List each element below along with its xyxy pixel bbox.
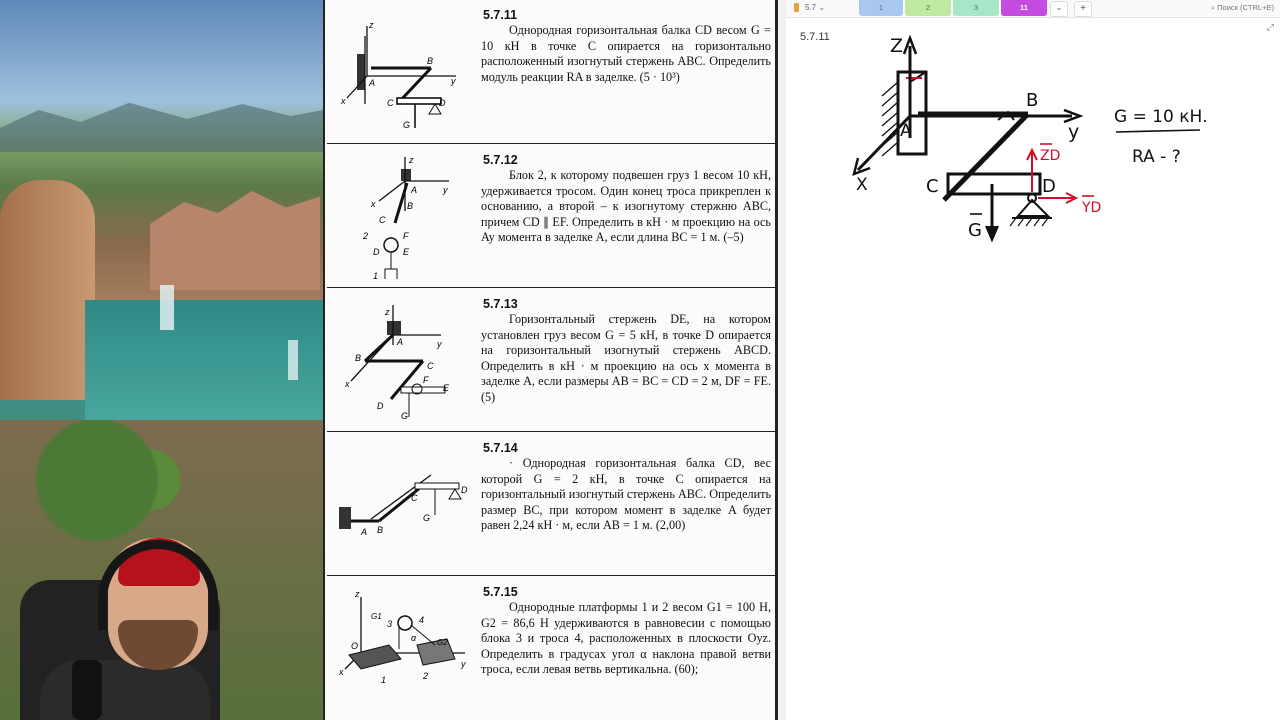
fig-label-c: C	[379, 215, 386, 225]
fig-label-b: B	[427, 56, 434, 66]
problem-text: Блок 2, к которому подвешен груз 1 весом 10 кН, удерживается тросом. Один конец троса прикреплен к основанию, а второй – к изогнутому стержню ABC, причем CD ∥ EF. Определить в кН · м проекцию на ось Ay момента в заделке A, если длина BC = 1 м. (–5)	[481, 168, 771, 245]
fig-label-4: 4	[419, 615, 425, 625]
problem-number: 5.7.13	[483, 297, 518, 311]
fig-label-f: F	[403, 231, 409, 241]
handwritten-sketch	[786, 0, 1280, 720]
fig-label-d: D	[373, 247, 380, 257]
fig-label-c: C	[387, 98, 394, 108]
fig-label-y: y	[437, 339, 442, 349]
axis-y-label: y	[1068, 121, 1080, 143]
fig-label-2: 2	[423, 671, 429, 681]
fig-label-a: A	[411, 185, 418, 195]
axis-x-label: X	[856, 175, 868, 195]
chevron-down-icon: ⌄	[818, 3, 826, 12]
fig-label-g: G	[403, 120, 411, 130]
problem-figure	[331, 583, 479, 711]
tab-label: 3	[973, 3, 979, 12]
search-placeholder: Поиск (CTRL+E)	[1217, 3, 1274, 12]
point-b-label: B	[1026, 90, 1039, 111]
problem-figure	[331, 295, 479, 423]
fig-label-b: B	[355, 353, 362, 363]
page-title: 5.7.11	[800, 31, 830, 43]
add-section-button[interactable]: +	[1074, 1, 1092, 17]
fig-label-g1: G1	[371, 612, 382, 621]
fig-label-a: A	[361, 527, 368, 537]
problem-book-scan	[323, 0, 778, 720]
problem-number: 5.7.14	[483, 441, 518, 455]
reaction-zd-label: ZD	[1040, 148, 1061, 164]
fig-label-y: y	[461, 659, 466, 669]
fig-label-x: x	[371, 199, 376, 209]
webcam-overlay	[0, 520, 230, 720]
fig-label-1: 1	[373, 271, 379, 279]
fig-label-z: z	[355, 589, 360, 599]
find-text: RA - ?	[1132, 147, 1181, 167]
problem-text: Однородная горизонтальная балка CD весом G = 10 кН в точке C опирается на горизонтально расположенный изогнутый стержень ABC. Определить модуль реакции RA в заделке. (5 · 10³)	[481, 23, 771, 84]
problem-number: 5.7.12	[483, 153, 518, 167]
notebook-label: 5.7	[805, 3, 817, 12]
pane-divider[interactable]	[778, 0, 786, 720]
notes-app	[786, 0, 1280, 720]
fig-label-b: B	[407, 201, 414, 211]
problem-figure	[331, 6, 479, 134]
problem-5-7-11	[327, 0, 775, 144]
fig-label-2: 2	[363, 231, 369, 241]
stream-background	[0, 0, 323, 720]
fig-label-f: F	[423, 375, 429, 385]
fig-label-g: G	[423, 513, 431, 523]
fig-label-a: A	[397, 337, 404, 347]
problem-text: Однородные платформы 1 и 2 весом G1 = 100 Н, G2 = 86,6 Н удерживаются в равновесии с помощью блока 3 и троса 4, расположенных в плоскости Oyz. Определить в градусах угол α наклона правой ветви троса, если левая ветвь вертикальна. (60);	[481, 600, 771, 677]
problem-figure	[331, 151, 479, 279]
problem-5-7-14	[327, 433, 775, 576]
fig-label-o: O	[351, 641, 359, 651]
fig-label-d: D	[439, 98, 446, 108]
fig-label-d: D	[461, 485, 468, 495]
problem-5-7-12	[327, 145, 775, 288]
point-c-label: C	[926, 176, 939, 197]
tab-label: 2	[925, 3, 931, 12]
tabs-overflow-button[interactable]: ⌄	[1050, 1, 1068, 17]
fig-label-x: x	[339, 667, 344, 677]
reaction-yd-label: YD	[1082, 200, 1102, 216]
search-icon: ⌕	[1210, 3, 1216, 12]
fig-label-z: z	[409, 155, 414, 165]
fig-label-y: y	[443, 185, 448, 195]
expand-icon[interactable]: ⤢	[1266, 22, 1274, 32]
problem-figure	[331, 439, 479, 567]
given-text: G = 10 кН.	[1114, 107, 1208, 127]
fig-label-alpha: α	[411, 633, 417, 643]
fig-label-x: x	[341, 96, 346, 106]
fig-label-z: z	[369, 20, 374, 30]
fig-label-g: G	[401, 411, 409, 421]
problem-text: Горизонтальный стержень DE, на котором установлен груз весом G = 5 кН, в точке D опирается на горизонтальный изогнутый стержень ABCD. Определить в кН · м проекцию на ось x момента в заделке A, если размеры AB = BC = CD = 2 м, DF = FE. (5)	[481, 312, 771, 404]
problem-number: 5.7.11	[483, 8, 518, 22]
microphone-icon	[72, 660, 102, 720]
problem-number: 5.7.15	[483, 585, 518, 599]
fig-label-b: B	[377, 525, 384, 535]
fig-label-y: y	[451, 76, 456, 86]
fig-label-e: E	[443, 383, 450, 393]
tab-label: 11	[1020, 3, 1028, 12]
fig-label-1: 1	[381, 675, 387, 685]
fig-label-c: C	[427, 361, 434, 371]
problem-5-7-15	[327, 577, 775, 720]
headphones-icon	[98, 540, 218, 630]
fig-label-g2: G2	[437, 638, 448, 647]
point-d-label: D	[1042, 176, 1056, 197]
fig-label-a: A	[369, 78, 376, 88]
fig-label-c: C	[411, 493, 418, 503]
weight-g-label: G	[968, 220, 982, 241]
fig-label-3: 3	[387, 619, 393, 629]
tab-label: 1	[878, 3, 884, 12]
problem-text: · Однородная горизонтальная балка CD, вес которой G = 2 кН, в точке C опирается на горизонтальный изогнутый стержень ABC. Определить размер BC, при котором момент в заделке A будет равен 2,24 кН · м, если AB = 1 м. (2,00)	[481, 456, 771, 533]
fig-label-e: E	[403, 247, 410, 257]
fig-label-x: x	[345, 379, 350, 389]
problem-5-7-13	[327, 289, 775, 432]
axis-z-label: Z	[890, 35, 904, 57]
point-a-label: A	[900, 121, 912, 141]
fig-label-d: D	[377, 401, 384, 411]
fig-label-z: z	[385, 307, 390, 317]
